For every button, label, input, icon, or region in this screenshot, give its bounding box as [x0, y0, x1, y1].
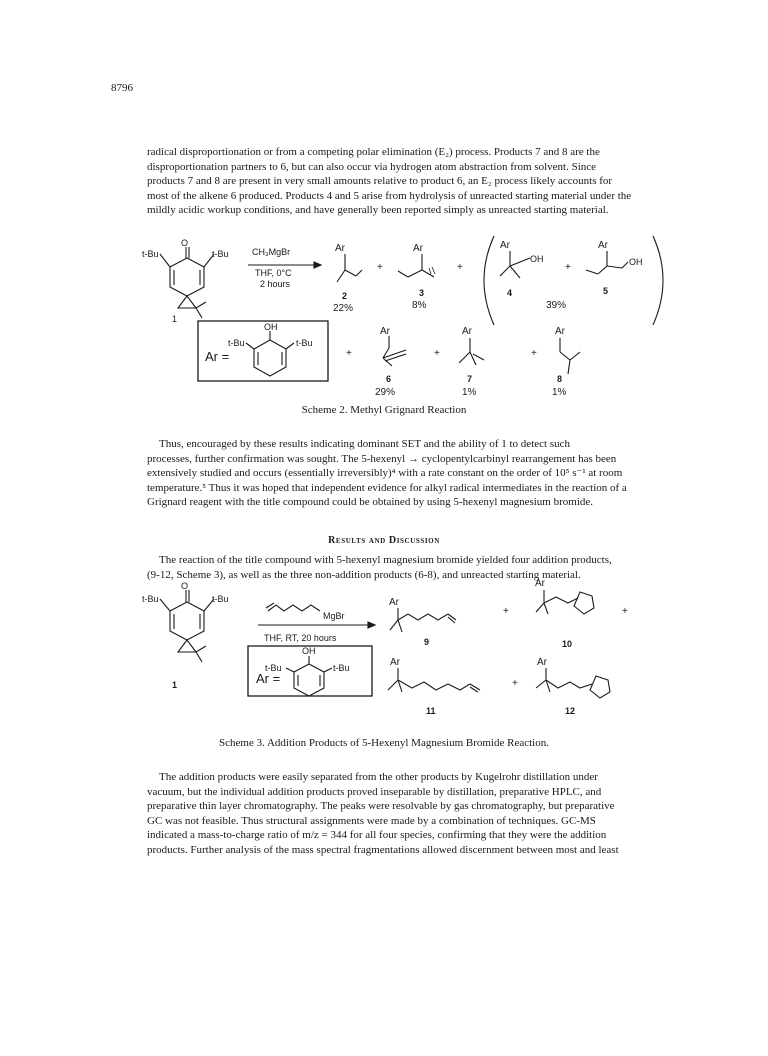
text-line: The addition products were easily separated from the other products by Kugelrohr distillation under	[159, 771, 598, 783]
plus-sign: +	[377, 262, 383, 273]
yield-7-label: 1%	[462, 387, 477, 398]
ar-label: Ar	[537, 657, 547, 668]
yield-3-label: 8%	[412, 300, 427, 311]
plus-sign: +	[565, 262, 571, 273]
plus-sign: +	[512, 678, 518, 689]
bracket-right	[653, 236, 663, 325]
phenol-ring	[254, 340, 286, 376]
compound-4-label: 4	[507, 288, 513, 298]
conditions-label: THF, 0°C	[255, 268, 292, 278]
compound-12-label: 12	[565, 706, 576, 716]
ar-label: Ar	[390, 657, 400, 668]
ar-label: Ar	[555, 326, 565, 337]
compound-6-label: 6	[386, 374, 392, 384]
cyclopropane-ring	[178, 296, 196, 308]
text-line: The reaction of the title compound with 5-hexenyl magnesium bromide yielded four addition products,	[159, 554, 612, 566]
ar-label: Ar	[389, 597, 399, 608]
reagent-label: CH₃MgBr	[252, 247, 291, 257]
text-line: indicated a mass-to-charge ratio of m/z = 344 for all four species, confirming that they were the addition	[147, 829, 607, 842]
oh-label: OH	[530, 254, 544, 264]
compound-11-label: 11	[426, 706, 436, 716]
yield-6-label: 29%	[375, 387, 396, 398]
plus-sign: +	[503, 606, 509, 617]
plus-sign: +	[434, 348, 440, 359]
scheme-3-caption: Scheme 3. Addition Products of 5-Hexenyl Magnesium Bromide Reaction.	[219, 737, 549, 749]
compound-10-label: 10	[562, 639, 573, 649]
text-line: radical disproportionation or from a competing polar elimination (E₂) process. Products 7 and 8 are the	[147, 146, 600, 158]
ar-equals-label: Ar =	[256, 671, 281, 686]
plus-sign: +	[457, 262, 463, 273]
paragraph-3	[147, 553, 667, 582]
yield-2-label: 22%	[333, 303, 354, 314]
text-line: Thus, encouraged by these results indicating dominant SET and the ability of 1 to detect such	[159, 438, 570, 450]
plus-sign: +	[346, 348, 352, 359]
bracket-left	[484, 236, 494, 325]
tbu-label: t-Bu	[296, 338, 313, 348]
ar-equals-label: Ar =	[205, 349, 230, 364]
ar-label: Ar	[335, 243, 345, 254]
tbu-label: t-Bu	[333, 663, 350, 673]
yield-8-label: 1%	[552, 387, 567, 398]
ar-label: Ar	[598, 240, 608, 251]
tbu-label: t-Bu	[265, 663, 282, 673]
text-line: mildly acidic workup conditions, and have generally been reported simply as unreacted starting material.	[147, 204, 609, 217]
scheme-2-caption: Scheme 2. Methyl Grignard Reaction	[301, 404, 467, 416]
compound-3-label: 3	[419, 288, 425, 298]
text-line: disproportionation partners to 6, but can also occur via hydrogen atom abstraction from solvent. Since	[147, 160, 597, 173]
yield-4-5-label: 39%	[546, 300, 567, 311]
text-line: temperature.⁵ Thus it was hoped that independent evidence for alkyl radical intermediates in the reaction of a	[147, 481, 627, 494]
paragraph-2	[147, 437, 667, 510]
text-line: most of the alkene 6 produced. Products 4 and 5 arise from hydrolysis of unreacted starting material under the	[147, 189, 632, 202]
compound-9-label: 9	[424, 637, 430, 647]
page-number: 8796	[111, 82, 133, 94]
compound-5-label: 5	[603, 286, 609, 296]
compound-2-label: 2	[342, 291, 348, 301]
time-label: 2 hours	[260, 279, 291, 289]
text-line: vacuum, but the individual addition products proved inseparable by distillation, preparative HPLC, and	[147, 785, 602, 798]
section-heading: Results and Discussion	[328, 535, 440, 546]
oh-label: OH	[629, 257, 643, 267]
compound-1-label: 1	[172, 680, 178, 690]
compound-1-label: 1	[172, 314, 178, 324]
paragraph-4	[147, 770, 667, 858]
text-line: extensively studied and occurs (essentially irreversibly)⁴ with a rate constant on the order of 10⁵ s⁻¹ at room	[147, 467, 623, 480]
oh-label: OH	[302, 646, 316, 656]
ar-label: Ar	[413, 243, 423, 254]
compound-7-label: 7	[467, 374, 473, 384]
dienone-ring	[170, 258, 204, 296]
text-line: products 7 and 8 are present in very small amounts relative to product 6, an E₂ process likely accounts for	[147, 175, 613, 188]
scheme-3-graphic	[160, 590, 610, 698]
ar-label: Ar	[500, 240, 510, 251]
text-line: processes, further confirmation was sought. The 5-hexenyl → cyclopentylcarbinyl rearrangement has been	[147, 452, 617, 465]
text-line: Grignard reagent with the title compound could be obtained by using 5-hexenyl magnesium bromide.	[147, 496, 594, 509]
tbu-label: t-Bu	[228, 338, 245, 348]
ar-label: Ar	[380, 326, 390, 337]
tbu-label: t-Bu	[142, 249, 159, 259]
reagent-label: MgBr	[323, 611, 345, 621]
compound-8-label: 8	[557, 374, 563, 384]
carbonyl-oxygen-label: O	[181, 238, 189, 248]
ar-label: Ar	[462, 326, 472, 337]
carbonyl-oxygen-label: O	[181, 581, 189, 591]
ar-label: Ar	[535, 578, 545, 589]
text-line: preparative thin layer chromatography. The peaks were resolvable by gas chromatography, but preparative	[147, 800, 615, 813]
text-line: GC was not feasible. Thus structural assignments were made by a combination of techniques. GC-MS	[147, 814, 596, 827]
text-line: (9-12, Scheme 3), as well as the three non-addition products (6-8), and unreacted starting material.	[147, 568, 581, 581]
plus-sign: +	[531, 348, 537, 359]
tbu-label: t-Bu	[212, 594, 229, 604]
tbu-label: t-Bu	[142, 594, 159, 604]
conditions-label: THF, RT, 20 hours	[264, 633, 337, 643]
tbu-label: t-Bu	[212, 249, 229, 259]
oh-label: OH	[264, 322, 278, 332]
text-line: products. Further analysis of the mass spectral fragmentations allowed discernment between most and least	[147, 843, 619, 856]
plus-sign: +	[622, 606, 628, 617]
